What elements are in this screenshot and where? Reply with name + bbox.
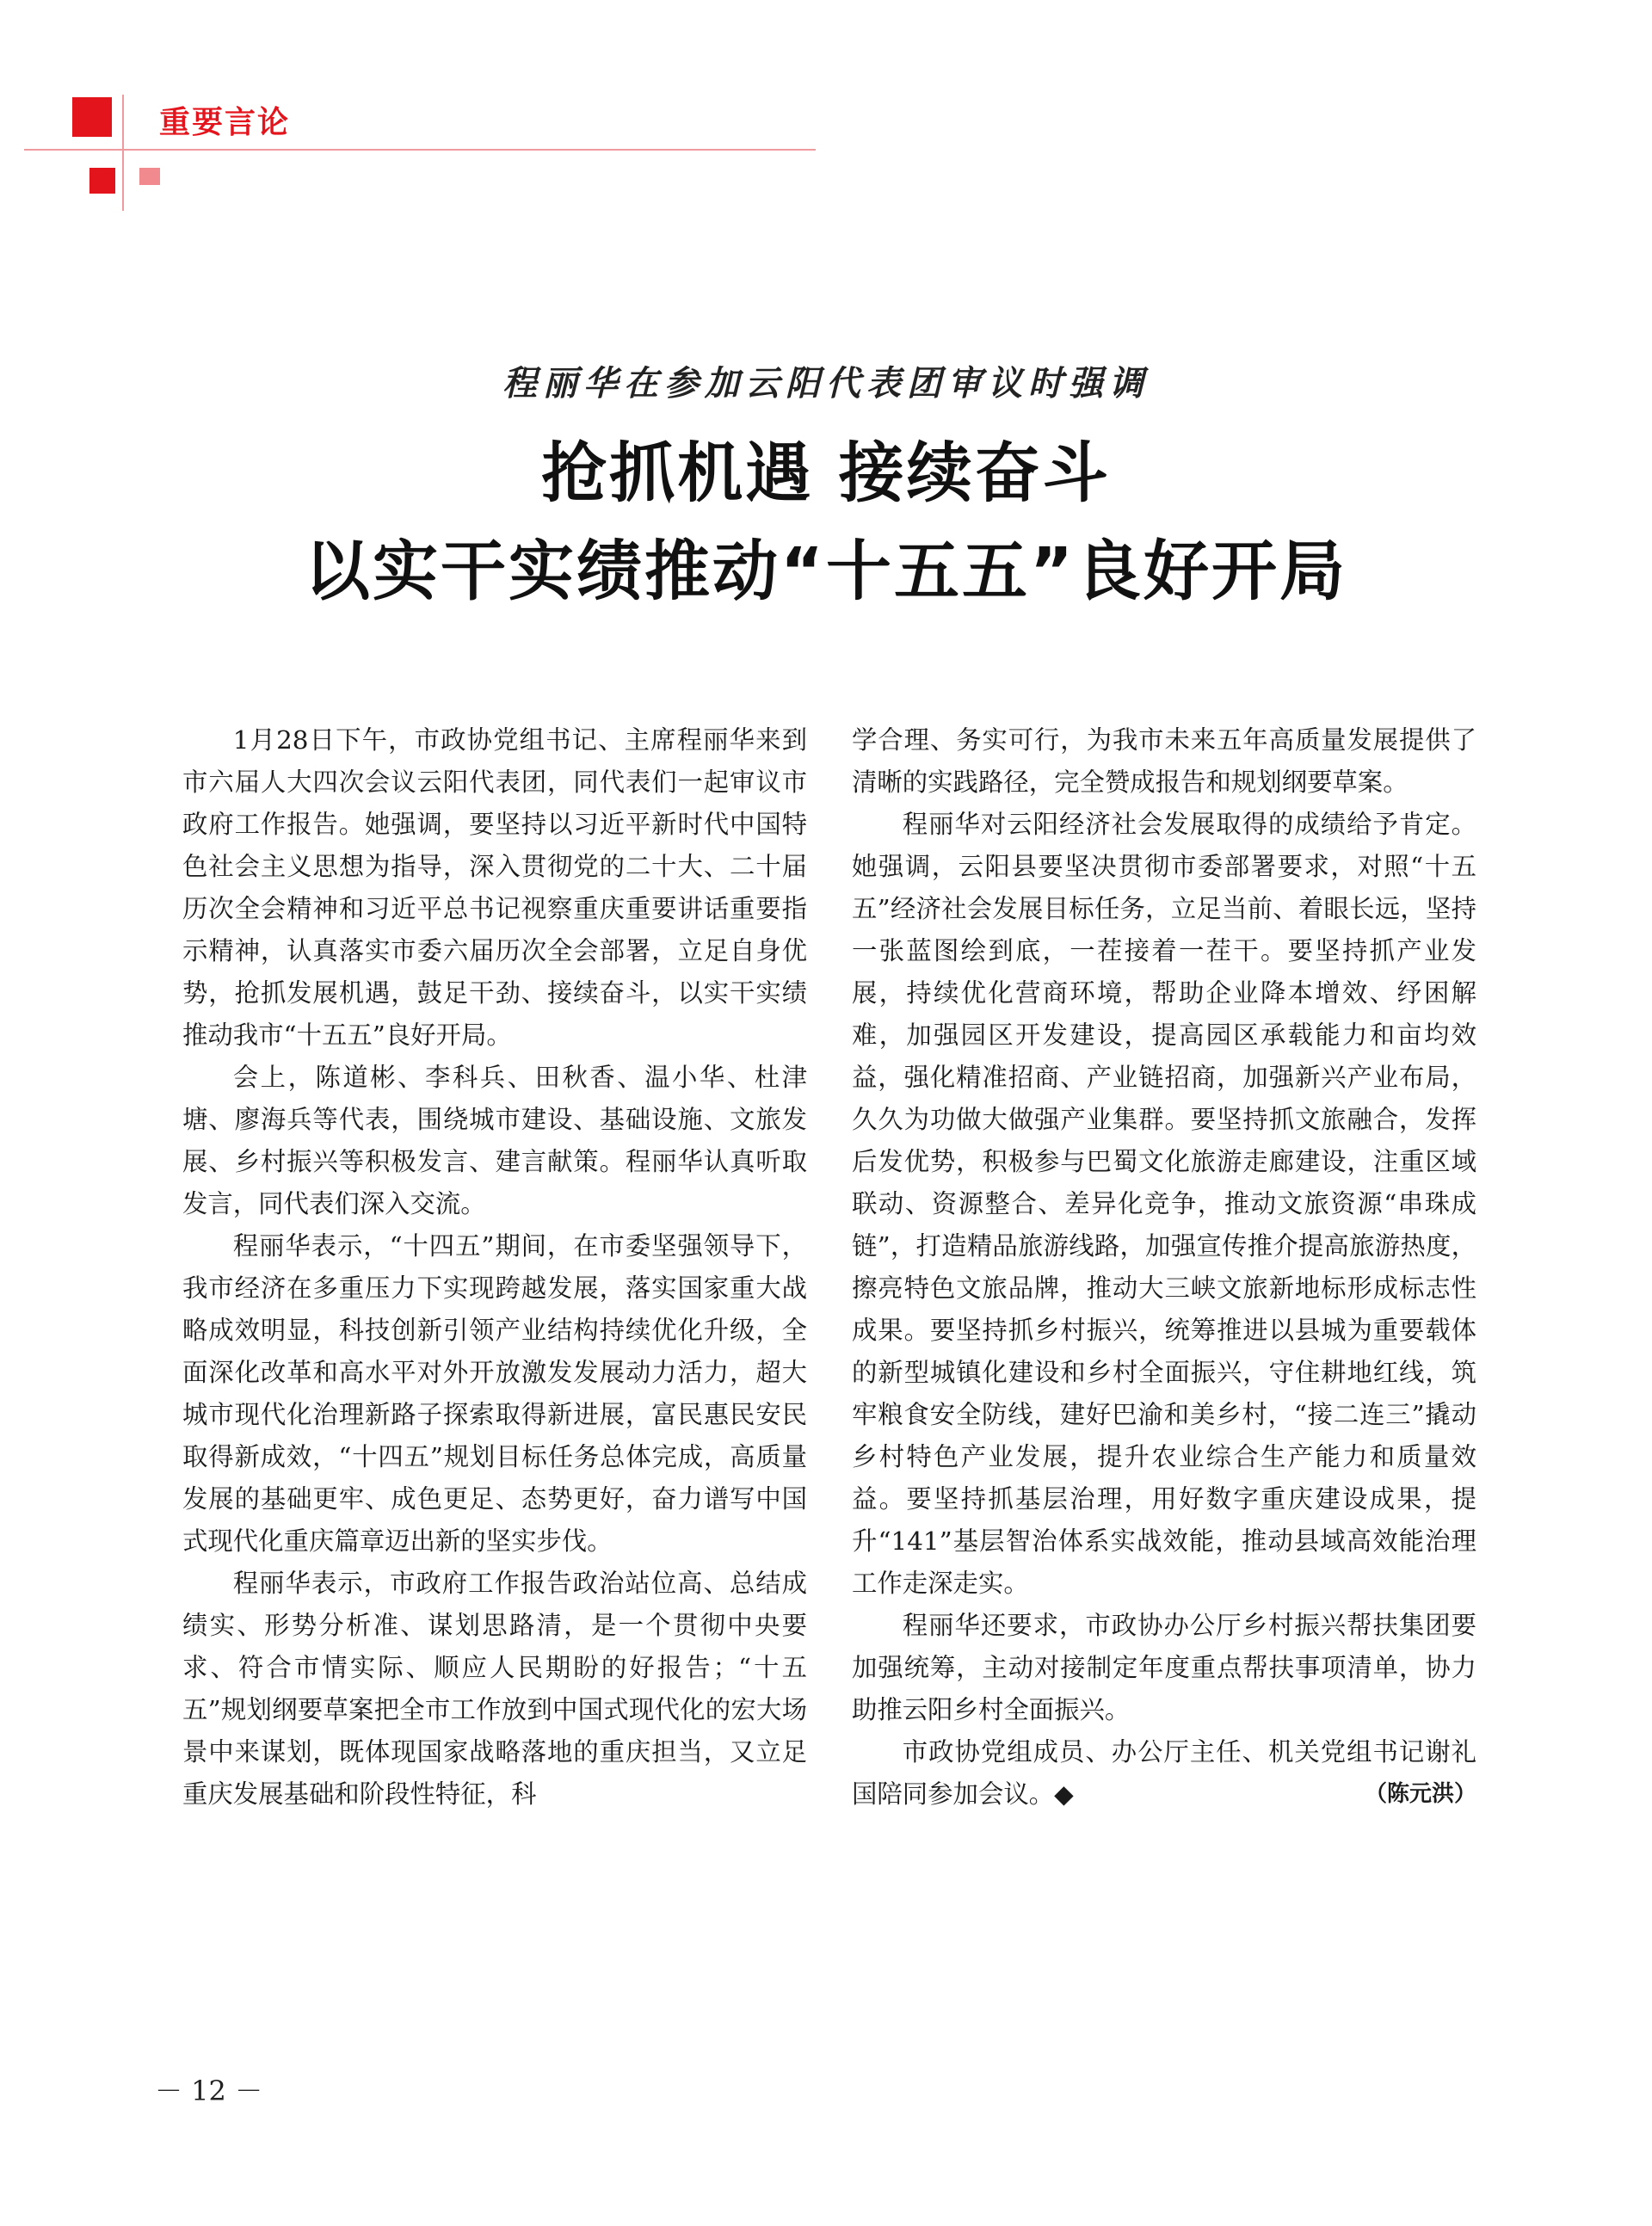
paragraph-continuation: 学合理、务实可行，为我市未来五年高质量发展提供了清晰的实践路径，完全赞成报告和规划纲要草案。 — [852, 725, 1476, 797]
header-rule-horizontal — [24, 149, 816, 151]
paragraph: 程丽华还要求，市政协办公厅乡村振兴帮扶集团要加强统筹，主动对接制定年度重点帮扶事项清单，协力助推云阳乡村全面振兴。 — [852, 1611, 1476, 1724]
paragraph-final — [852, 1731, 1476, 1816]
header-small-red-square — [89, 168, 115, 194]
paragraph: 会上，陈道彬、李科兵、田秋香、温小华、杜津塘、廖海兵等代表，围绕城市建设、基础设施、文旅发展、乡村振兴等积极发言、建言献策。程丽华认真听取发言，同代表们深入交流。 — [182, 1063, 807, 1218]
section-label: 重要言论 — [159, 105, 291, 140]
paragraph: 程丽华对云阳经济社会发展取得的成绩给予肯定。她强调，云阳县要坚决贯彻市委部署要求，对照“十五五”经济社会发展目标任务，立足当前、着眼长远，坚持一张蓝图绘到底，一茬接着一茬干。要坚持抓产业发展，持续优化营商环境，帮助企业降本增效、纾困解难，加强园区开发建设，提高园区承载能力和亩均效益，强化精准招商、产业链招商，加强新兴产业布局，久久为功做大做强产业集群。要坚持抓文旅融合，发挥后发优势，积极参与巴蜀文化旅游走廊建设，注重区域联动、资源整合、差异化竞争，推动文旅资源“串珠成链”，打造精品旅游线路，加强宣传推介提高旅游热度，擦亮特色文旅品牌，推动大三峡文旅新地标形成标志性成果。要坚持抓乡村振兴，统筹推进以县城为重要载体的新型城镇化建设和乡村全面振兴，守住耕地红线，筑牢粮食安全防线，建好巴渝和美乡村，“接二连三”撬动乡村特色产业发展，提升农业综合生产能力和质量效益。要坚持抓基层治理，用好数字重庆建设成果，提升“141”基层智治体系实战效能，推动县域高效能治理工作走深走实。 — [852, 810, 1476, 1598]
article-column-left — [182, 719, 807, 1816]
author-byline: （陈元洪） — [1364, 1781, 1476, 1807]
paragraph: 程丽华表示，“十四五”期间，在市委坚强领导下，我市经济在多重压力下实现跨越发展，落实国家重大战略成效明显，科技创新引领产业结构持续优化升级，全面深化改革和高水平对外开放激发发展动力活力，超大城市现代化治理新路子探索取得新进展，富民惠民安民取得新成效，“十四五”规划目标任务总体完成，高质量发展的基础更牢、成色更足、态势更好，奋力谱写中国式现代化重庆篇章迈出新的坚实步伐。 — [182, 1231, 807, 1556]
article-kicker: 程丽华在参加云阳代表团审议时强调 — [502, 363, 1150, 404]
final-paragraph-text: 市政协党组成员、办公厅主任、机关党组书记谢礼国陪同参加会议。◆ — [852, 1737, 1476, 1809]
header-red-square — [72, 97, 112, 137]
page-number: － 12 － — [155, 2075, 263, 2107]
headline-line-2: 以实干实绩推动“十五五”良好开局 — [305, 533, 1347, 609]
article-column-right — [852, 719, 1476, 1816]
header-rule-vertical — [122, 95, 124, 211]
paragraph: 1月28日下午，市政协党组书记、主席程丽华来到市六届人大四次会议云阳代表团，同代表们一起审议市政府工作报告。她强调，要坚持以习近平新时代中国特色社会主义思想为指导，深入贯彻党的二十大、二十届历次全会精神和习近平总书记视察重庆重要讲话重要指示精神，认真落实市委六届历次全会部署，立足自身优势，抢抓发展机遇，鼓足干劲、接续奋斗，以实干实绩推动我市“十五五”良好开局。 — [182, 725, 807, 1050]
headline-line-1: 抢抓机遇 接续奋斗 — [541, 435, 1111, 511]
paragraph: 程丽华表示，市政府工作报告政治站位高、总结成绩实、形势分析准、谋划思路清，是一个贯彻中央要求、符合市情实际、顺应人民期盼的好报告；“十五五”规划纲要草案把全市工作放到中国式现代化的宏大场景中来谋划，既体现国家战略落地的重庆担当，又立足重庆发展基础和阶段性特征，科 — [182, 1569, 807, 1809]
header-small-pink-square — [139, 168, 160, 185]
